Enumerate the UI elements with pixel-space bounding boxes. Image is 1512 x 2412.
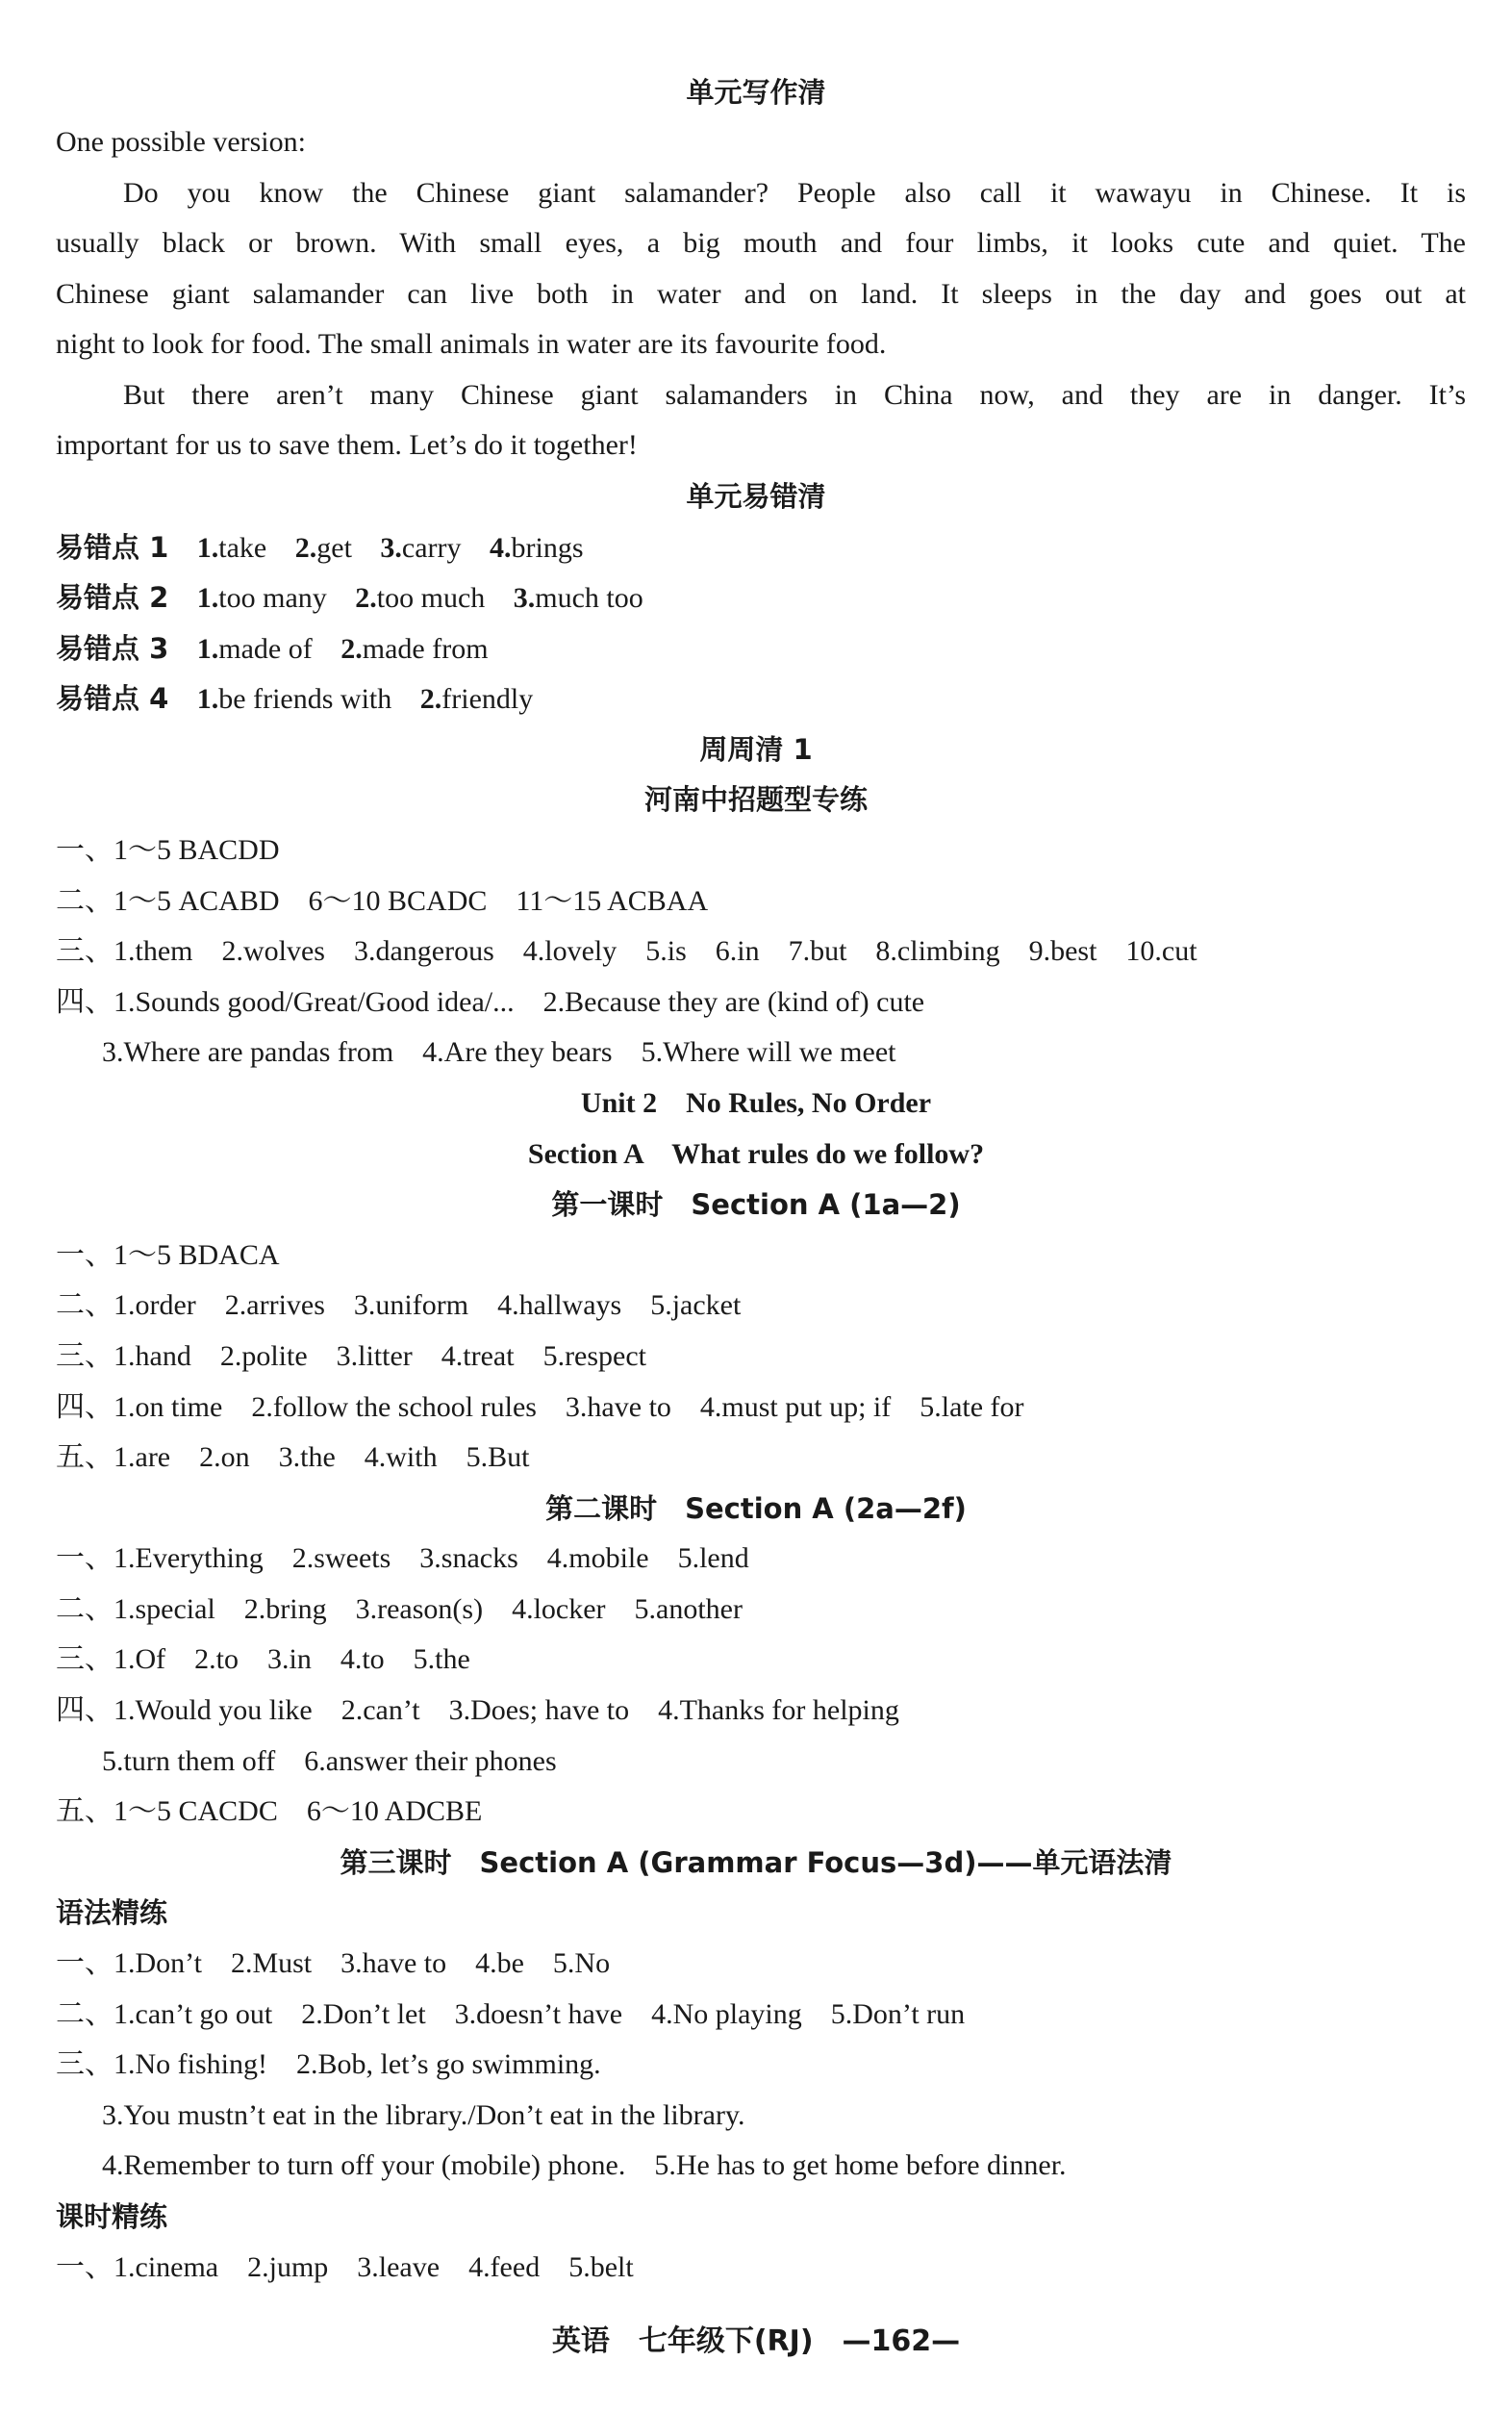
weekly-answer-line: 3.Where are pandas from 4.Are they bears 5.Where will we meet (102, 1036, 896, 1068)
answer-text: much too (535, 582, 643, 614)
weekly-answer-line: 四、1.Sounds good/Great/Good idea/... 2.Because they are (kind of) cute (56, 986, 925, 1018)
writing-p1-line: Do you know the Chinese giant salamander? People also call it wawayu in Chinese. It is (123, 177, 1466, 209)
errors-title: 单元易错清 (686, 480, 826, 513)
writing-p2-line: But there aren’t many Chinese giant salamanders in China now, and they are in danger. It’s (123, 379, 1466, 411)
error-point-row (56, 528, 1466, 568)
lesson2-answer-line: 5.turn them off 6.answer their phones (102, 1745, 557, 1777)
grammar-practice-label: 语法精练 (56, 1896, 168, 1929)
writing-p1-line: Chinese giant salamander can live both in water and on land. It sleeps in the day and goes out at (56, 278, 1466, 310)
answer-number: 2. (294, 532, 317, 564)
lesson2-answer-line: 二、1.special 2.bring 3.reason(s) 4.locker 5.another (56, 1593, 743, 1625)
answer-text: take (218, 532, 267, 564)
lesson2-answer-line: 一、1.Everything 2.sweets 3.snacks 4.mobile 5.lend (56, 1542, 749, 1574)
lesson1-title: 第一课时 Section A (1a—2) (551, 1188, 961, 1221)
answer-number: 2. (340, 633, 363, 665)
unit-title: Unit 2 No Rules, No Order (580, 1087, 932, 1119)
page-footer: 英语 七年级下(RJ) —162— (551, 2324, 961, 2358)
lesson1-answer-line: 三、1.hand 2.polite 3.litter 4.treat 5.respect (56, 1340, 647, 1372)
writing-title: 单元写作清 (686, 76, 826, 109)
writing-p1-line: night to look for food. The small animals in water are its favourite food. (56, 328, 887, 360)
lesson1-answer-line: 二、1.order 2.arrives 3.uniform 4.hallways 5.jacket (56, 1289, 742, 1321)
answer-number: 1. (196, 532, 219, 564)
writing-p1-line: usually black or brown. With small eyes, a big mouth and four limbs, it looks cute and quiet. The (56, 227, 1466, 259)
error-point-label: 易错点 1 (56, 531, 169, 564)
answer-number: 3. (380, 532, 402, 564)
lesson1-answer-line: 一、1～5 BDACA (56, 1239, 280, 1271)
error-point-row (56, 578, 1466, 618)
grammar-answer-line: 三、1.No fishing! 2.Bob, let’s go swimming. (56, 2048, 601, 2080)
answer-text: get (316, 532, 352, 564)
lesson2-answer-line: 四、1.Would you like 2.can’t 3.Does; have to 4.Thanks for helping (56, 1694, 899, 1726)
writing-p2-line: important for us to save them. Let’s do it together! (56, 429, 638, 461)
weekly-subtitle: 河南中招题型专练 (643, 783, 868, 816)
grammar-answer-line: 一、1.Don’t 2.Must 3.have to 4.be 5.No (56, 1947, 611, 1979)
answer-number: 3. (513, 582, 536, 614)
error-point-label: 易错点 3 (56, 632, 169, 665)
answer-number: 2. (419, 683, 442, 715)
error-point-row (56, 679, 1466, 719)
answer-text: carry (401, 532, 462, 564)
weekly-answer-line: 一、1～5 BACDD (56, 834, 280, 866)
lesson2-title: 第二课时 Section A (2a—2f) (545, 1492, 967, 1525)
answer-number: 1. (196, 633, 219, 665)
section-title: Section A What rules do we follow? (527, 1138, 985, 1170)
lesson2-answer-line: 三、1.Of 2.to 3.in 4.to 5.the (56, 1643, 470, 1675)
answer-text: made from (362, 633, 489, 665)
lesson2-answer-line: 五、1～5 CACDC 6～10 ADCBE (56, 1795, 483, 1827)
grammar-answer-line: 4.Remember to turn off your (mobile) phone. 5.He has to get home before dinner. (102, 2149, 1067, 2181)
weekly-answer-line: 二、1～5 ACABD 6～10 BCADC 11～15 ACBAA (56, 885, 709, 917)
lesson1-answer-line: 五、1.are 2.on 3.the 4.with 5.But (56, 1441, 530, 1473)
lesson1-answer-line: 四、1.on time 2.follow the school rules 3.have to 4.must put up; if 5.late for (56, 1391, 1024, 1423)
lesson3-title: 第三课时 Section A (Grammar Focus—3d)——单元语法清 (340, 1846, 1172, 1879)
weekly-answer-line: 三、1.them 2.wolves 3.dangerous 4.lovely 5.is 6.in 7.but 8.climbing 9.best 10.cut (56, 935, 1197, 967)
lesson-practice-label: 课时精练 (56, 2200, 168, 2233)
answer-text: made of (218, 633, 313, 665)
grammar-answer-line: 3.You mustn’t eat in the library./Don’t eat in the library. (102, 2099, 745, 2131)
answer-number: 1. (196, 582, 219, 614)
weekly-title: 周周清 1 (699, 733, 813, 766)
answer-number: 4. (490, 532, 512, 564)
answer-text: friendly (441, 683, 534, 715)
error-point-row (56, 629, 1466, 669)
writing-intro: One possible version: (56, 126, 306, 158)
grammar-answer-line: 二、1.can’t go out 2.Don’t let 3.doesn’t have 4.No playing 5.Don’t run (56, 1998, 966, 2030)
error-point-label: 易错点 2 (56, 581, 169, 614)
answer-text: too many (218, 582, 327, 614)
answer-text: be friends with (218, 683, 392, 715)
answer-number: 1. (196, 683, 219, 715)
practice-answer-line: 一、1.cinema 2.jump 3.leave 4.feed 5.belt (56, 2251, 634, 2283)
answer-text: brings (511, 532, 584, 564)
answer-text: too much (376, 582, 486, 614)
error-point-label: 易错点 4 (56, 682, 169, 715)
answer-number: 2. (355, 582, 377, 614)
